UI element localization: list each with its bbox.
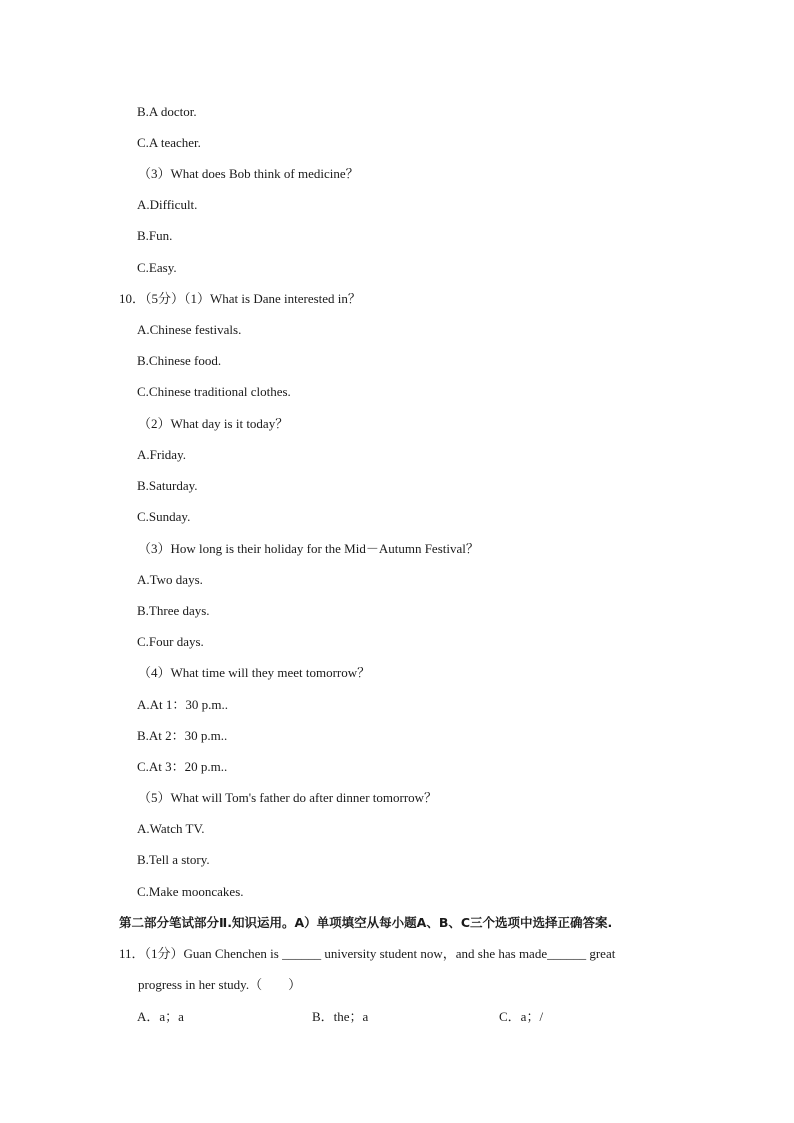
- q10-sub1-option-b: B.Chinese food.: [137, 353, 222, 368]
- q10-sub4-question: （4）What time will they meet tomorrow？: [138, 665, 371, 680]
- q10-header: 10．（5分）（1）What is Dane interested in？: [119, 291, 361, 306]
- q11-option-a: A．a；a: [137, 1009, 184, 1024]
- q10-sub3-option-b: B.Three days.: [137, 603, 210, 618]
- q10-sub3-question: （3）How long is their holiday for the Mid－Autumn Festival？: [138, 541, 479, 556]
- q9-sub3-option-b: B.Fun.: [137, 228, 173, 243]
- q9-option-b: B.A doctor.: [137, 104, 197, 119]
- q10-sub5-option-b: B.Tell a story.: [137, 852, 210, 867]
- q9-sub3-question: （3）What does Bob think of medicine？: [138, 166, 359, 181]
- section-heading: 第二部分笔试部分Ⅱ.知识运用。A）单项填空从每小题A、B、C三个选项中选择正确答案.: [119, 915, 613, 930]
- q11-line2: progress in her study.（ ）: [138, 977, 302, 992]
- q10-sub2-option-a: A.Friday.: [137, 447, 186, 462]
- q10-sub5-question: （5）What will Tom's father do after dinner tomorrow？: [138, 790, 438, 805]
- q11-line1: 11．（1分）Guan Chenchen is ______ university student now，and she has made______ great: [119, 946, 616, 961]
- q10-sub4-option-c: C.At 3：20 p.m..: [137, 759, 228, 774]
- q10-sub2-option-b: B.Saturday.: [137, 478, 198, 493]
- q10-sub4-option-a: A.At 1：30 p.m..: [137, 697, 229, 712]
- q10-sub4-option-b: B.At 2：30 p.m..: [137, 728, 228, 743]
- q9-sub3-option-a: A.Difficult.: [137, 197, 198, 212]
- q10-sub1-option-c: C.Chinese traditional clothes.: [137, 384, 291, 399]
- q10-sub3-option-c: C.Four days.: [137, 634, 204, 649]
- q10-sub2-question: （2）What day is it today？: [138, 416, 289, 431]
- q11-option-c: C．a；/: [499, 1009, 544, 1024]
- q11-option-b: B．the；a: [312, 1009, 369, 1024]
- q10-sub1-option-a: A.Chinese festivals.: [137, 322, 242, 337]
- q10-sub3-option-a: A.Two days.: [137, 572, 203, 587]
- q10-sub5-option-a: A.Watch TV.: [137, 821, 205, 836]
- q10-sub5-option-c: C.Make mooncakes.: [137, 884, 244, 899]
- q9-sub3-option-c: C.Easy.: [137, 260, 177, 275]
- q10-sub2-option-c: C.Sunday.: [137, 509, 191, 524]
- q9-option-c: C.A teacher.: [137, 135, 201, 150]
